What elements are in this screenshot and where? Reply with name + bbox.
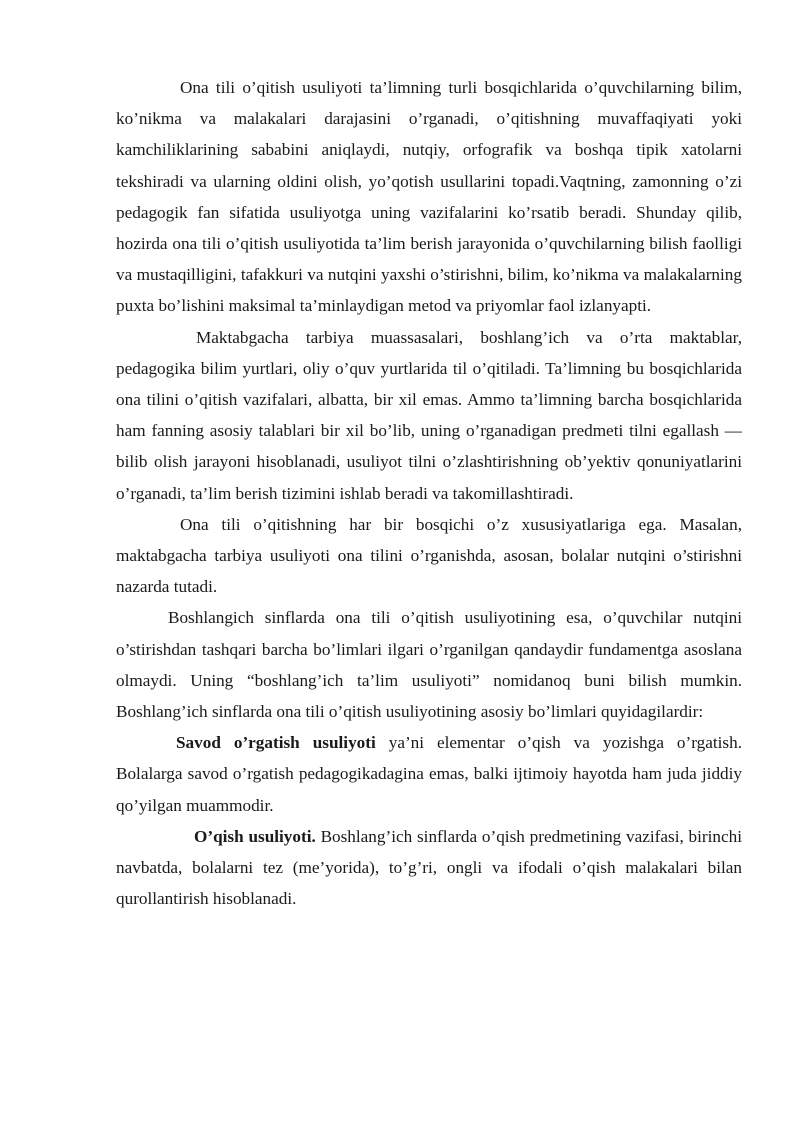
paragraph-4: Boshlangich sinflarda ona tili o’qitish usuliyotining esa, o’quvchilar nutqini o’stirishdan tashqari barcha bo’limlari ilgari o’rganilgan qandaydir fundamentga asoslana olmaydi. Uning “boshlang’ich ta’lim usuliyoti” nomidanoq buni bilish mumkin. Boshlang’ich sinflarda ona tili o’qitish usuliyotining asosiy bo’limlari quyidagilardir: — [116, 608, 742, 722]
document-page — [116, 72, 742, 914]
paragraph-6-text: Boshlang’ich sinflarda o’qish predmetining vazifasi, birinchi navbatda, bolalarni tez (me’yorida), to’g’ri, ongli va ifodali o’qish malakalari bilan qurollantirish hisoblanadi. — [116, 826, 742, 909]
paragraph-1: Ona tili o’qitish usuliyoti ta’limning turli bosqichlarida o’quvchilarning bilim, ko’nikma va malakalari darajasini o’rganadi, o’qitishning muvaffaqiyati yoki kamchiliklarining sababini aniqlaydi, nutqiy, orfografik va boshqa tipik xatolarni tekshiradi va ularning oldini olish, yo’qotish usullarini topadi.Vaqtning, zamonning o’zi pedagogik fan sifatida usuliyotga uning vazifalarini ko’rsatib beradi. Shunday qilib, hozirda ona tili o’qitish usuliyotida ta’lim berish jarayonida o’quvchilarning bilish faolligi va mustaqilligini, tafakkuri va nutqini yaxshi o’stirishni, bilim, ko’nikma va malakalarning puxta bo’lishini maksimal ta’minlaydigan metod va priyomlar faol izlanyapti. — [116, 78, 742, 316]
paragraph-3: Ona tili o’qitishning har bir bosqichi o’z xususiyatlariga ega. Masalan, maktabgacha tarbiya usuliyoti ona tilini o’rganishda, asosan, bolalar nutqini o’stirishni nazarda tutadi. — [116, 514, 742, 597]
heading-savod: Savod o’rgatish usuliyoti — [176, 733, 376, 753]
paragraph-6 — [116, 821, 742, 915]
heading-oqish: O’qish usuliyoti. — [194, 826, 316, 846]
paragraph-5 — [116, 727, 742, 821]
paragraph-5-text: ya’ni elementar o’qish va yozishga o’rgatish. Bolalarga savod o’rgatish pedagogikadagina emas, balki ijtimoiy hayotda ham juda jiddiy qo’yilgan muammodir. — [116, 733, 743, 815]
paragraph-2: Maktabgacha tarbiya muassasalari, boshlang’ich va o’rta maktablar, pedagogika bilim yurtlari, oliy o’quv yurtlarida til o’qitiladi. Ta’limning bu bosqichlarida ona tilini o’qitish vazifalari, albatta, bir xil emas. Ammo ta’limning barcha bosqichlarida ham fanning asosiy talablari bir xil bo’lib, uning o’rganadigan predmeti tilni egallash — bilib olish jarayoni hisoblanadi, usuliyot tilni o’zlashtirishning ob’yektiv qonuniyatlarini o’rganadi, ta’lim berish tizimini ishlab beradi va takomillashtiradi. — [116, 327, 742, 503]
